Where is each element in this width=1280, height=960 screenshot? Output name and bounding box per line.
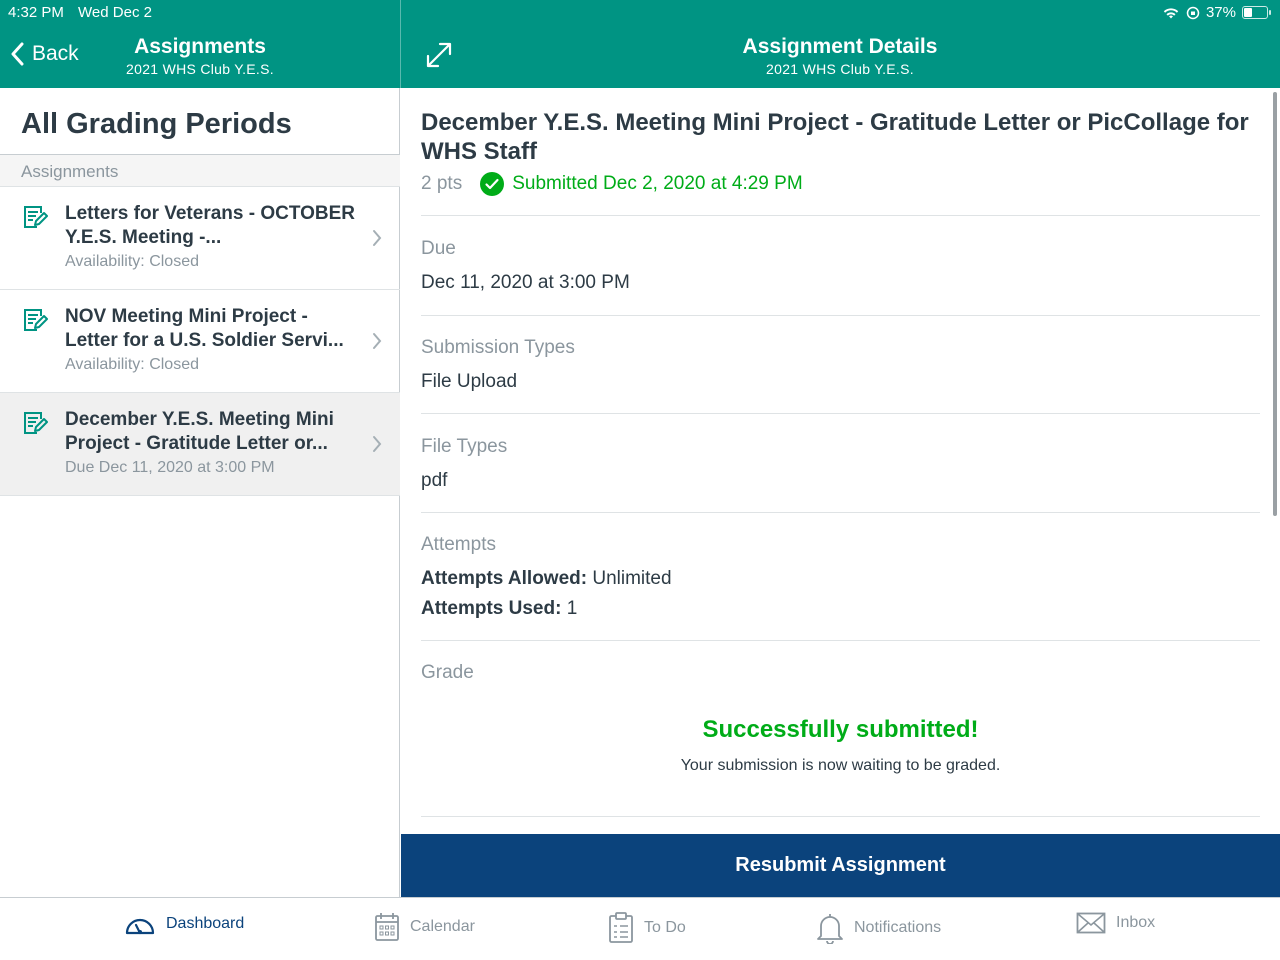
status-bar-right [1162, 4, 1268, 21]
right-title: Assignment Details [742, 35, 938, 58]
status-date: Wed Dec 2 [78, 4, 152, 21]
attempts-used [421, 598, 577, 620]
top-header [0, 0, 1280, 88]
status-time: 4:32 PM [8, 4, 64, 21]
chevron-right-icon [372, 332, 382, 350]
file-types-label: File Types [421, 436, 508, 457]
resubmit-assignment-button[interactable]: Resubmit Assignment [401, 834, 1280, 897]
grading-period-title[interactable]: All Grading Periods [21, 108, 292, 140]
tab-label: Notifications [854, 919, 942, 936]
assignment-subtitle: Due Dec 11, 2020 at 3:00 PM [65, 459, 275, 476]
grade-label: Grade [421, 662, 474, 683]
assignment-meta [421, 172, 803, 196]
attempts-label: Attempts [421, 534, 496, 555]
check-circle-icon [480, 172, 504, 196]
attempts-allowed-label: Attempts Allowed: [421, 568, 588, 589]
dashboard-icon [124, 912, 156, 936]
assignment-subtitle: Availability: Closed [65, 356, 199, 373]
success-message: Your submission is now waiting to be graded. [680, 757, 1001, 774]
assignment-list-panel [0, 88, 400, 898]
assignment-icon [22, 204, 48, 230]
due-value: Dec 11, 2020 at 3:00 PM [421, 272, 630, 293]
details-header-title [400, 35, 1280, 77]
back-label: Back [32, 42, 79, 65]
divider [421, 512, 1260, 513]
tab-label: Inbox [1116, 914, 1156, 931]
submission-types-value: File Upload [421, 371, 518, 392]
scrollbar[interactable] [1273, 92, 1277, 516]
list-item-selected[interactable] [0, 393, 400, 496]
divider [421, 640, 1260, 641]
tab-inbox[interactable] [1076, 912, 1155, 934]
assignment-title: December Y.E.S. Meeting Mini Project - Gratitude Letter or... [65, 409, 334, 454]
points: 2 pts [421, 173, 463, 194]
attempts-used-label: Attempts Used: [421, 598, 562, 619]
mail-icon [1076, 912, 1106, 934]
assignment-subtitle: Availability: Closed [65, 253, 199, 270]
divider [421, 215, 1260, 216]
assignments-header-title [0, 35, 400, 77]
chevron-right-icon [372, 435, 382, 453]
divider [421, 816, 1260, 817]
success-title: Successfully submitted! [702, 716, 979, 743]
assignment-list [0, 187, 400, 496]
submitted-text: Submitted Dec 2, 2020 at 4:29 PM [512, 173, 803, 194]
file-types-value: pdf [421, 470, 448, 491]
list-item[interactable] [0, 187, 400, 290]
section-header: Assignments [0, 154, 400, 187]
assignment-icon [22, 410, 48, 436]
attempts-used-value: 1 [566, 598, 578, 619]
assignment-title: NOV Meeting Mini Project - Letter for a U.S. Soldier Servi... [65, 306, 344, 351]
wifi-icon [1162, 6, 1180, 20]
battery-fill [1244, 8, 1252, 17]
status-bar-left [8, 4, 162, 21]
tab-dashboard[interactable] [124, 912, 244, 936]
bottom-tab-bar [0, 897, 1280, 960]
battery-icon [1242, 6, 1268, 19]
orientation-lock-icon [1186, 6, 1200, 20]
bell-icon [816, 912, 844, 944]
left-title: Assignments [134, 35, 266, 58]
tab-label: Calendar [410, 918, 475, 935]
assignment-icon [22, 307, 48, 333]
due-label: Due [421, 238, 456, 259]
todo-icon [608, 912, 634, 944]
tab-label: Dashboard [166, 915, 245, 932]
battery-percent: 37% [1205, 4, 1236, 21]
attempts-allowed [421, 568, 672, 590]
chevron-right-icon [372, 229, 382, 247]
assignment-title: Letters for Veterans - OCTOBER Y.E.S. Meeting -... [65, 203, 356, 248]
divider [421, 413, 1260, 414]
submitted-status [480, 172, 802, 196]
right-subtitle: 2021 WHS Club Y.E.S. [766, 61, 914, 77]
attempts-allowed-value: Unlimited [592, 568, 672, 589]
left-subtitle: 2021 WHS Club Y.E.S. [126, 61, 274, 77]
divider [421, 315, 1260, 316]
calendar-icon [374, 912, 400, 942]
assignment-details-panel [401, 88, 1280, 834]
tab-calendar[interactable] [374, 912, 475, 942]
tab-to-do[interactable] [608, 912, 686, 944]
tab-notifications[interactable] [816, 912, 941, 944]
submission-types-label: Submission Types [421, 337, 575, 358]
tab-label: To Do [644, 919, 686, 936]
assignment-detail-title: December Y.E.S. Meeting Mini Project - Gratitude Letter or PicCollage for WHS Staff [421, 109, 1249, 165]
list-item[interactable] [0, 290, 400, 393]
